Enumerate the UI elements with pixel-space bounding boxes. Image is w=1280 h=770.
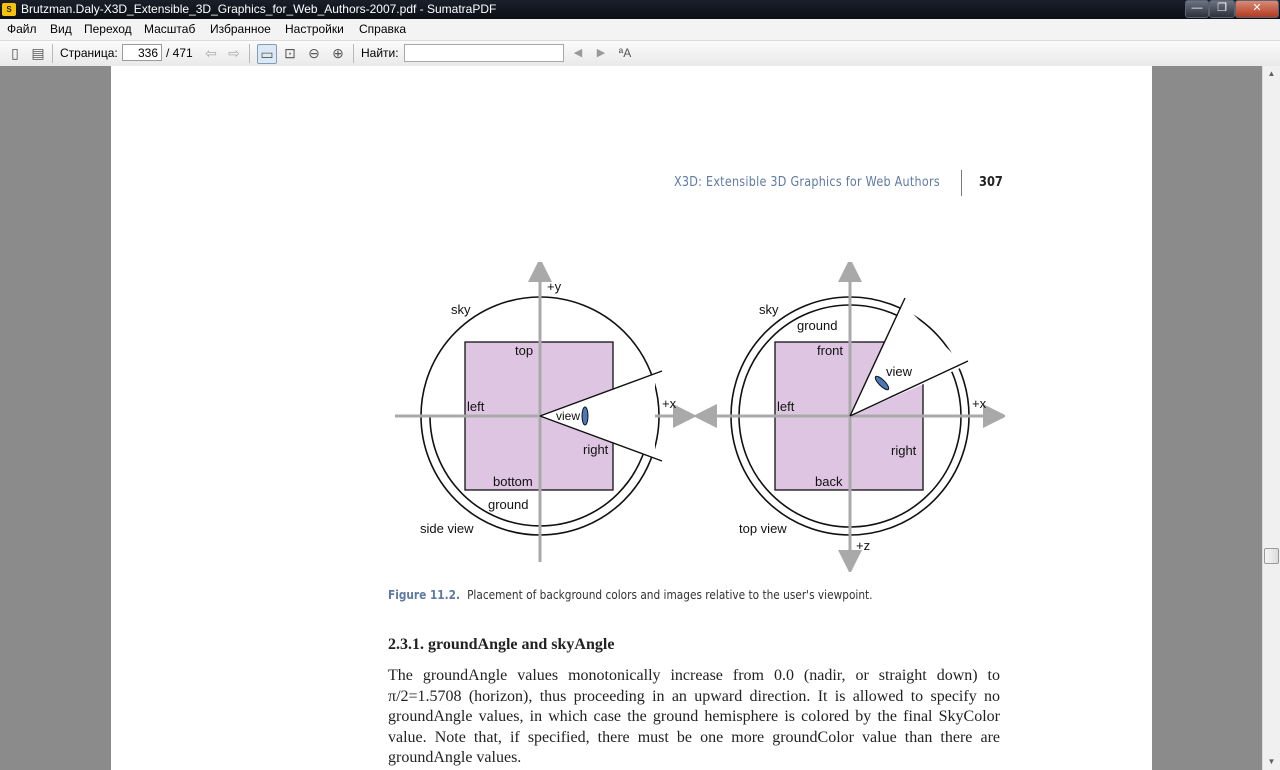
header-rule (961, 170, 962, 196)
toolbar-separator (249, 44, 250, 63)
fit-page-icon[interactable]: ▭ (257, 44, 277, 64)
zoom-out-icon[interactable]: ⊖ (308, 45, 320, 61)
figure-caption-text: Placement of background colors and images relative to the user's viewpoint. (467, 588, 873, 602)
find-next-icon[interactable]: ▶ (596, 47, 606, 59)
eye-icon (582, 407, 588, 425)
axis-x-label: +x (972, 396, 987, 411)
body-paragraph: The groundAngle values monotonically increase from 0.0 (nadir, or straight down) to π/2=1.5708 (horizon), thus proceeding in an upward direction. It is allowed to specify no groundAngle values, in which case the ground hemisphere is colored by the final SkyColor value. Note that, if specified, there must be one more groundColor value than there are groundAngle values. (388, 667, 1000, 766)
view-label: view (886, 364, 913, 379)
menu-view[interactable]: Вид (50, 22, 72, 36)
next-page-icon[interactable]: ⇨ (228, 45, 240, 61)
close-button[interactable]: ✕ (1235, 0, 1279, 18)
top-label: top (515, 343, 534, 358)
scroll-down-icon[interactable]: ▼ (1267, 757, 1276, 766)
page-total: / 471 (166, 46, 193, 60)
menu-settings[interactable]: Настройки (285, 22, 344, 36)
figure-caption (388, 588, 873, 602)
toolbar-separator (353, 44, 354, 63)
menu-file[interactable]: Файл (7, 22, 37, 36)
axis-z-label: +z (856, 538, 871, 553)
menu-go[interactable]: Переход (84, 22, 132, 36)
print-icon[interactable]: ▤ (31, 45, 45, 61)
front-label: front (817, 343, 844, 358)
menu-zoom[interactable]: Масштаб (144, 22, 196, 36)
left-label: left (467, 399, 485, 414)
toolbar (0, 41, 1280, 67)
figure-label: Figure 11.2. (388, 588, 461, 602)
scroll-thumb[interactable] (1264, 548, 1279, 564)
page-number: 307 (979, 175, 1003, 190)
side-view-caption: side view (420, 521, 474, 536)
menu-bar (0, 19, 1280, 41)
page-number-input[interactable] (122, 44, 162, 61)
zoom-in-icon[interactable]: ⊕ (332, 45, 344, 61)
document-viewport[interactable] (0, 66, 1262, 770)
axis-x-label: +x (662, 396, 677, 411)
scroll-up-icon[interactable]: ▲ (1267, 69, 1276, 78)
maximize-button[interactable]: ❐ (1209, 0, 1235, 18)
open-file-icon[interactable]: ▯ (11, 45, 19, 61)
axis-y-label: +y (547, 279, 562, 294)
side-view-diagram (395, 270, 685, 562)
find-label: Найти: (361, 46, 399, 60)
top-view-caption: top view (739, 521, 787, 536)
page-label: Страница: (60, 46, 118, 60)
ground-label: ground (488, 497, 529, 512)
toolbar-separator (52, 44, 53, 63)
menu-help[interactable]: Справка (359, 22, 407, 36)
sky-label: sky (759, 302, 779, 317)
find-prev-icon[interactable]: ◀ (573, 47, 583, 59)
fit-width-icon[interactable]: ⊡ (284, 45, 296, 61)
bottom-label: bottom (493, 474, 533, 489)
minimize-button[interactable]: — (1185, 0, 1209, 18)
left-label: left (777, 399, 795, 414)
view-label: view (556, 409, 581, 423)
prev-page-icon[interactable]: ⇦ (205, 45, 217, 61)
find-input[interactable] (404, 44, 564, 62)
menu-favorites[interactable]: Избранное (210, 22, 271, 36)
window-title: Brutzman.Daly-X3D_Extensible_3D_Graphics_for_Web_Authors-2007.pdf - SumatraPDF (21, 2, 497, 16)
sumatra-app-icon: S (2, 3, 16, 16)
right-label: right (583, 442, 609, 457)
back-label: back (815, 474, 843, 489)
right-label: right (891, 443, 917, 458)
ground-label: ground (797, 318, 838, 333)
top-view-diagram (705, 270, 995, 562)
pdf-page (111, 66, 1152, 770)
section-heading: 2.3.1. groundAngle and skyAngle (388, 636, 615, 653)
background-figure (385, 262, 1005, 572)
title-bar (0, 0, 1280, 19)
running-head: X3D: Extensible 3D Graphics for Web Authors (674, 175, 940, 190)
match-case-icon[interactable]: ªA (618, 46, 632, 60)
sky-label: sky (451, 302, 471, 317)
vertical-scrollbar[interactable] (1262, 66, 1280, 770)
